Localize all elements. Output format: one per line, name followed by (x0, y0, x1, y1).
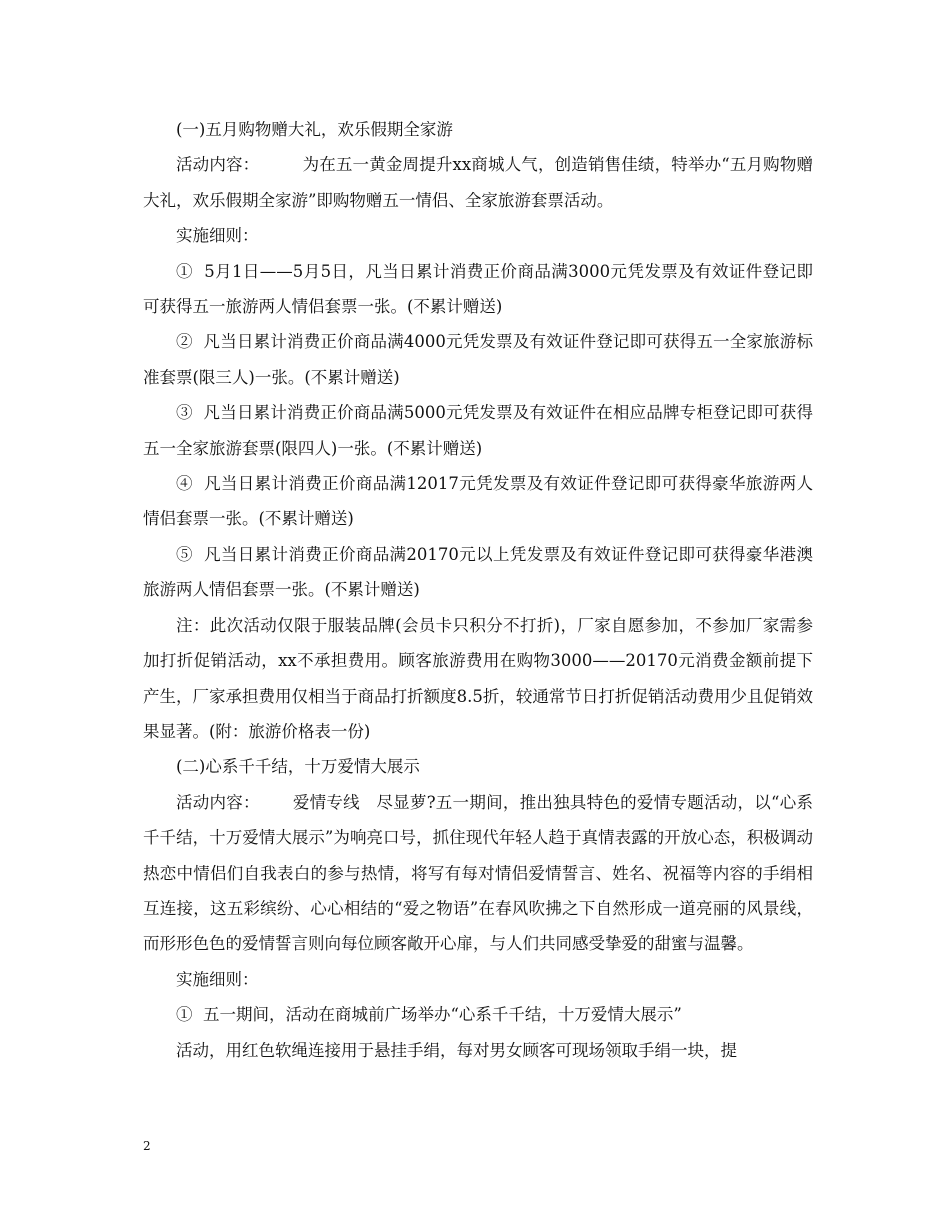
section-heading-1: (一)五月购物赠大礼，欢乐假期全家游 (176, 120, 453, 139)
paragraph-rules-heading-2: 实施细则： (176, 969, 259, 989)
body-text (143, 112, 813, 1068)
rule-item-4: ④ 凡当日累计消费正价商品满12017元凭发票及有效证件登记即可获得豪华旅游两人情侣套票一张。(不累计赠送) (143, 474, 813, 529)
rule-item-3: ③ 凡当日累计消费正价商品满5000元凭发票及有效证件在相应品牌专柜登记即可获得五一全家旅游套票(限四人)一张。(不累计赠送) (143, 403, 813, 458)
page-number: 2 (143, 1139, 151, 1153)
rule-item-1: ① 5月1日——5月5日，凡当日累计消费正价商品满3000元凭发票及有效证件登记即可获得五一旅游两人情侣套票一张。(不累计赠送) (143, 261, 813, 317)
paragraph-rules-heading-1: 实施细则： (176, 226, 259, 246)
paragraph-note: 注：此次活动仅限于服装品牌(会员卡只积分不打折)，厂家自愿参加，不参加厂家需参加打折促销活动，xx不承担费用。顾客旅游费用在购物3000——20170元消费金额前提下产生，厂家承担费用仅相当于商品打折额度8.5折，较通常节日打折促销活动费用少且促销效果显著。(附：旅游价格表一份) (143, 615, 813, 741)
section-heading-2: (二)心系千千结，十万爱情大展示 (176, 757, 420, 777)
rule-item-2: ② 凡当日累计消费正价商品满4000元凭发票及有效证件登记即可获得五一全家旅游标准套票(限三人)一张。(不累计赠送) (143, 332, 813, 387)
paragraph-activity-content-2: 活动内容： 爱情专线 尽显萝?五一期间，推出独具特色的爱情专题活动，以“心系千千结，十万爱情大展示”为响亮口号，抓住现代年轻人趋于真情表露的开放心态，积极调动热恋中情侣们自我表白的参与热情，将写有每对情侣爱情誓言、姓名、祝福等内容的手绢相互连接，这五彩缤纷、心心相结的“爱之物语”在春风吹拂之下自然形成一道亮丽的风景线，而形形色色的爱情誓言则向每位顾客敞开心扉，与人们共同感受挚爱的甜蜜与温馨。 (143, 792, 813, 954)
rule-item-5: ⑤ 凡当日累计消费正价商品满20170元以上凭发票及有效证件登记即可获得豪华港澳旅游两人情侣套票一张。(不累计赠送) (143, 544, 813, 600)
rule-item-6: ① 五一期间，活动在商城前广场举办“心系千千结，十万爱情大展示” (176, 1005, 682, 1025)
paragraph-activity-content-1: 活动内容： 为在五一黄金周提升xx商城人气，创造销售佳绩，特举办“五月购物赠大礼，欢乐假期全家游”即购物赠五一情侣、全家旅游套票活动。 (143, 155, 813, 210)
paragraph-continuation: 活动，用红色软绳连接用于悬挂手绢，每对男女顾客可现场领取手绢一块，提 (176, 1040, 737, 1060)
